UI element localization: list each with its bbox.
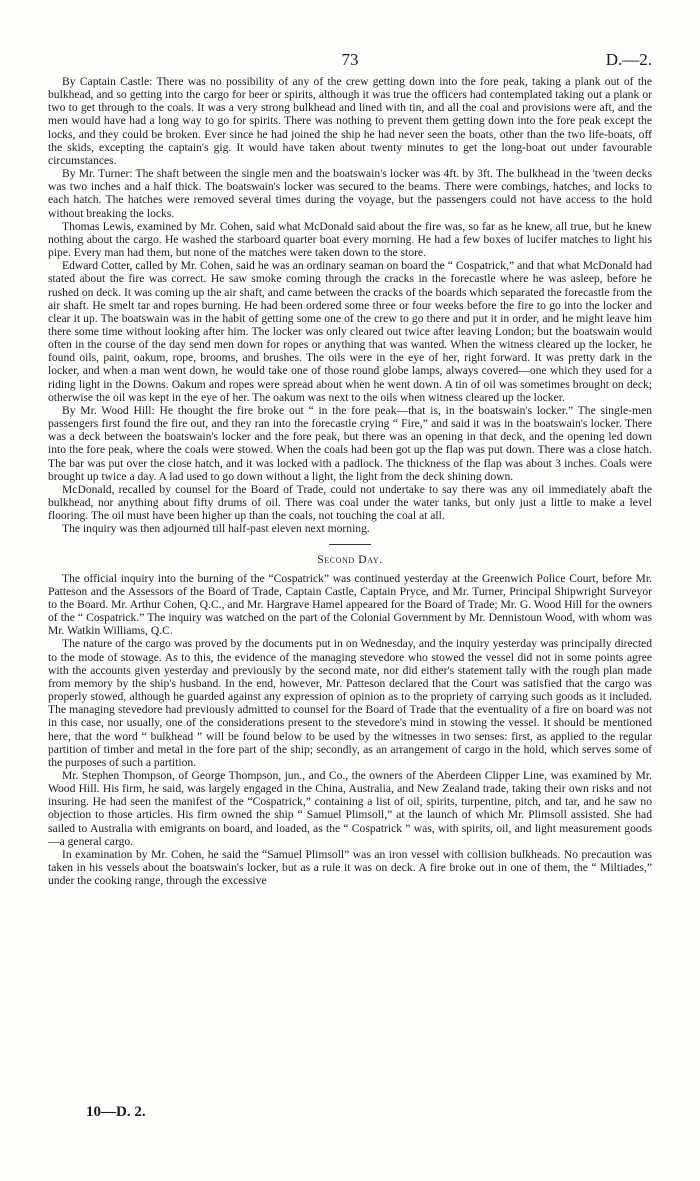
paragraph-examination-cohen: In examination by Mr. Cohen, he said the “Samuel Plimsoll” was an iron vessel with collision bulkheads. No precaution was taken in his vessels about the boatswain's locker, but as a rule it was on deck. A fire broke out in one of them, the “ Miltiades,” under the cooking range, through the excessive — [48, 847, 652, 888]
paragraph-edward-cotter: Edward Cotter, called by Mr. Cohen, said he was an ordinary seaman on board the “ Cospatrick,” and that what McDonald had stated about the fire was correct. He saw smoke coming through the cracks in the forecastle where he was asleep, before he rushed on deck. It was coming up the air shaft, and came between the cracks of the boards which separated the forecastle from the air shaft. He smelt tar and ropes burning. He had been ordered some three or four weeks before the fire to go into the locker and clear it up. The boatswain was in the habit of getting some one of the crew to go there and put it in order, and he might leave him there some time without looking after him. The locker was only cleared out twice after leaving London; but the boatswain would often in the course of the day send men down for ropes or anything that was wanted. When the witness cleared up the locker, he found oils, paint, oakum, rope, brooms, and brushes. The oils were in the eye of her, right forward. It was pretty dark in the locker, and when a man went down, he would take one of those round globe lamps, always covered—one which they used for a riding light in the Downs. Oakum and ropes were spread about when he went down. A tin of oil was sometimes brought on deck; otherwise the oil was kept in the eye of her. The oakum was next to the oils when witness cleared up the locker. — [48, 259, 652, 404]
page-number: 73 — [341, 50, 359, 69]
article-body — [48, 75, 652, 887]
paragraph-adjournment: The inquiry was then adjourned till half-past eleven next morning. — [62, 522, 370, 536]
paragraph-captain-castle: By Captain Castle: There was no possibility of any of the crew getting down into the fore peak, taking a plank out of the bulkhead, and so getting into the cargo for beer or spirits, although it was true the officers had contemplated taking out a plank or two to get through to the coals. It was a very strong bulkhead and lined with tin, and all the coal and provisions were aft, and the men would have had a long way to go for spirits. There was nothing to prevent them getting down into the fore peak except the locks, and they could be broken. Ever since he had joined the ship he had never seen the boats, other than the two life-boats, off the skids, excepting the captain's gig. It would have taken about twenty minutes to get the long-boat out under favourable circumstances. — [48, 75, 652, 167]
document-reference: D.—2. — [605, 50, 652, 69]
section-divider — [329, 544, 371, 545]
paragraph-stephen-thompson: Mr. Stephen Thompson, of George Thompson, jun., and Co., the owners of the Aberdeen Clipper Line, was examined by Mr. Wood Hill. His firm, he said, was largely engaged in the China, Australia, and New Zealand trade, taking their own risks and not insuring. He had seen the manifest of the “Cospatrick,” containing a list of oil, spirits, turpentine, pitch, and tar, and he saw no objection to those articles. His firm owned the ship “ Samuel Plimsoll,” at the launch of which Mr. Plimsoll assisted. She had sailed to Australia with emigrants on board, and loaded, as the “ Cospatrick ” was, with spirits, oil, and light measurement goods—a general cargo. — [48, 768, 652, 848]
paragraph-thomas-lewis: Thomas Lewis, examined by Mr. Cohen, said what McDonald said about the fire was, so far as he knew, all true, but he knew nothing about the cargo. He washed the starboard quarter boat every morning. He had a few boxes of lucifer matches to light his pipe. Every man had them, but none of the matches were taken down to the store. — [48, 219, 652, 260]
paragraph-mr-wood-hill: By Mr. Wood Hill: He thought the fire broke out “ in the fore peak—that is, in the boatswain's locker.” The single-men passengers first found the fire out, and they ran into the forecastle crying “ Fire,” and said it was in the boatswain's locker. There was a deck between the boatswain's locker and the fore peak, but there was an opening in that deck, and the opening led down into the fore peak, where the coals were stowed. When the coals had been got up the flap was put down. There was a close hatch. The bar was put over the close hatch, and it was locked with a padlock. The thickness of the flap was about 3 inches. Coals were brought up twice a day. A lad used to go down without a light, the light from the deck shining down. — [48, 403, 652, 483]
section-heading: Second Day. — [317, 553, 383, 567]
paragraph-mr-turner: By Mr. Turner: The shaft between the single men and the boatswain's locker was 4ft. by 3ft. The bulkhead in the 'tween decks was two inches and a half thick. The boatswain's locker was secured to the beams. There were combings, hatches, and locks to each hatch. The hatches were removed several times during the voyage, but the passengers could not have access to the hold without breaking the locks. — [48, 167, 652, 220]
page-header — [48, 50, 652, 74]
paragraph-cargo-nature: The nature of the cargo was proved by the documents put in on Wednesday, and the inquiry yesterday was principally directed to the mode of stowage. As to this, the evidence of the managing stevedore who stowed the vessel did not in some points agree with the accounts given yesterday and previously by the second mate, nor did either's statement tally with the rough plan made from memory by the ship's husband. In the end, however, Mr. Patteson declared that the Court was satisfied that the cargo was properly stowed, although he guarded against any expression of opinion as to the propriety of carrying such goods as it included. The managing stevedore had previously admitted to counsel for the Board of Trade that the eventuality of a fire on board was not in this case, nor usually, one of the considerations present to the stevedore's mind in stowing the vessel. It should be mentioned here, that the word “ bulkhead ” will be found below to be used by the witnesses in two senses: first, as applied to the regular partition of timber and metal in the fore part of the ship; secondly, as an arrangement of cargo in the hold, which serves some of the purposes of such a partition. — [48, 637, 652, 769]
footer-reference: 10—D. 2. — [86, 1104, 146, 1120]
paragraph-mcdonald-recalled: McDonald, recalled by counsel for the Board of Trade, could not undertake to say there was any oil immediately abaft the bulkhead, nor anything about fifty drums of oil. There was coal under the water tanks, but only just a little to make a level flooring. The oil must have been higher up than the coals, not touching the coal at all. — [48, 482, 652, 523]
paragraph-official-inquiry: The official inquiry into the burning of the “Cospatrick” was continued yesterday at the Greenwich Police Court, before Mr. Patteson and the Assessors of the Board of Trade, Captain Castle, Captain Pryce, and Mr. Turner, Principal Shipwright Surveyor to the Board. Mr. Arthur Cohen, Q.C., and Mr. Hargrave Hamel appeared for the Board of Trade; Mr. G. Wood Hill for the owners of the “ Cospatrick.” The inquiry was watched on the part of the Colonial Government by Mr. Dennistoun Wood, with whom was Mr. Watkin Williams, Q.C. — [48, 571, 652, 638]
